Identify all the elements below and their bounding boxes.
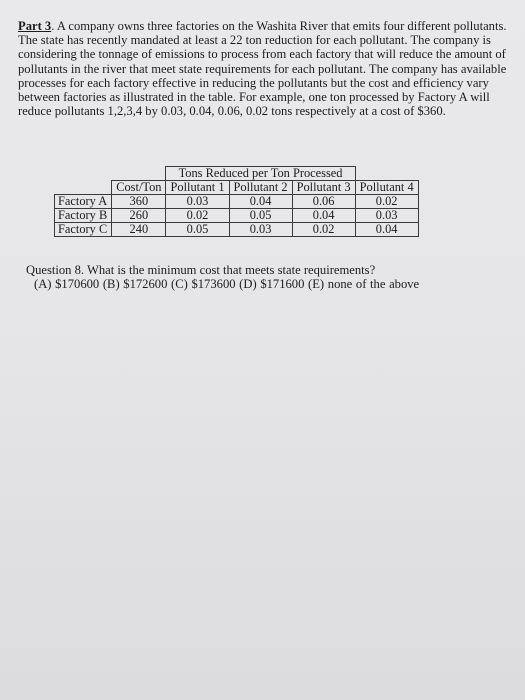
part-label: Part 3 bbox=[18, 19, 52, 33]
column-header-pollutant-2: Pollutant 2 bbox=[229, 181, 292, 195]
table-blank-cell bbox=[355, 167, 418, 181]
table-group-header-row bbox=[55, 167, 419, 181]
table-cell: 0.03 bbox=[229, 223, 292, 237]
row-label-factory-a: Factory A bbox=[55, 195, 112, 209]
table-cell: 0.02 bbox=[166, 209, 229, 223]
problem-statement bbox=[18, 19, 512, 118]
table-cell: 0.03 bbox=[355, 209, 418, 223]
column-header-pollutant-4: Pollutant 4 bbox=[355, 181, 418, 195]
table-cell: 240 bbox=[112, 223, 166, 237]
table-cell: 0.04 bbox=[355, 223, 418, 237]
table-group-header: Tons Reduced per Ton Processed bbox=[166, 167, 355, 181]
question-prompt: Question 8. What is the minimum cost that meets state requirements? bbox=[26, 263, 376, 277]
table-cell: 0.05 bbox=[166, 223, 229, 237]
table-cell: 260 bbox=[112, 209, 166, 223]
question-block bbox=[26, 263, 516, 291]
table-cell: 0.04 bbox=[292, 209, 355, 223]
table-cell: 0.02 bbox=[292, 223, 355, 237]
row-label-factory-b: Factory B bbox=[55, 209, 112, 223]
table-corner-blank bbox=[55, 181, 112, 195]
column-header-pollutant-3: Pollutant 3 bbox=[292, 181, 355, 195]
table-header-row bbox=[55, 181, 419, 195]
table-cell: 0.05 bbox=[229, 209, 292, 223]
row-label-factory-c: Factory C bbox=[55, 223, 112, 237]
table-row bbox=[55, 223, 419, 237]
table-blank-cell bbox=[112, 167, 166, 181]
column-header-cost: Cost/Ton bbox=[112, 181, 166, 195]
table-cell: 0.06 bbox=[292, 195, 355, 209]
reduction-table bbox=[54, 166, 419, 237]
table-cell: 360 bbox=[112, 195, 166, 209]
reduction-table-container bbox=[54, 166, 419, 237]
table-cell: 0.04 bbox=[229, 195, 292, 209]
column-header-pollutant-1: Pollutant 1 bbox=[166, 181, 229, 195]
problem-text: . A company owns three factories on the Washita River that emits four different pollutants. The state has recently mandated at least a 22 ton reduction for each pollutant. The company is considering the tonnage of emissions to process from each factory that will reduce the amount of pollutants in the river that meet state requirements for each pollutant. The company has available processes for each factory effective in reducing the pollutants but the cost and efficiency vary between factories as illustrated in the table. For example, one ton processed by Factory A will reduce pollutants 1,2,3,4 by 0.03, 0.04, 0.06, 0.02 tons respectively at a cost of $360. bbox=[18, 19, 507, 119]
answer-choices: (A) $170600 (B) $172600 (C) $173600 (D) $171600 (E) none of the above bbox=[34, 277, 420, 292]
table-row bbox=[55, 195, 419, 209]
table-corner-blank bbox=[55, 167, 112, 181]
table-row bbox=[55, 209, 419, 223]
table-cell: 0.02 bbox=[355, 195, 418, 209]
table-cell: 0.03 bbox=[166, 195, 229, 209]
